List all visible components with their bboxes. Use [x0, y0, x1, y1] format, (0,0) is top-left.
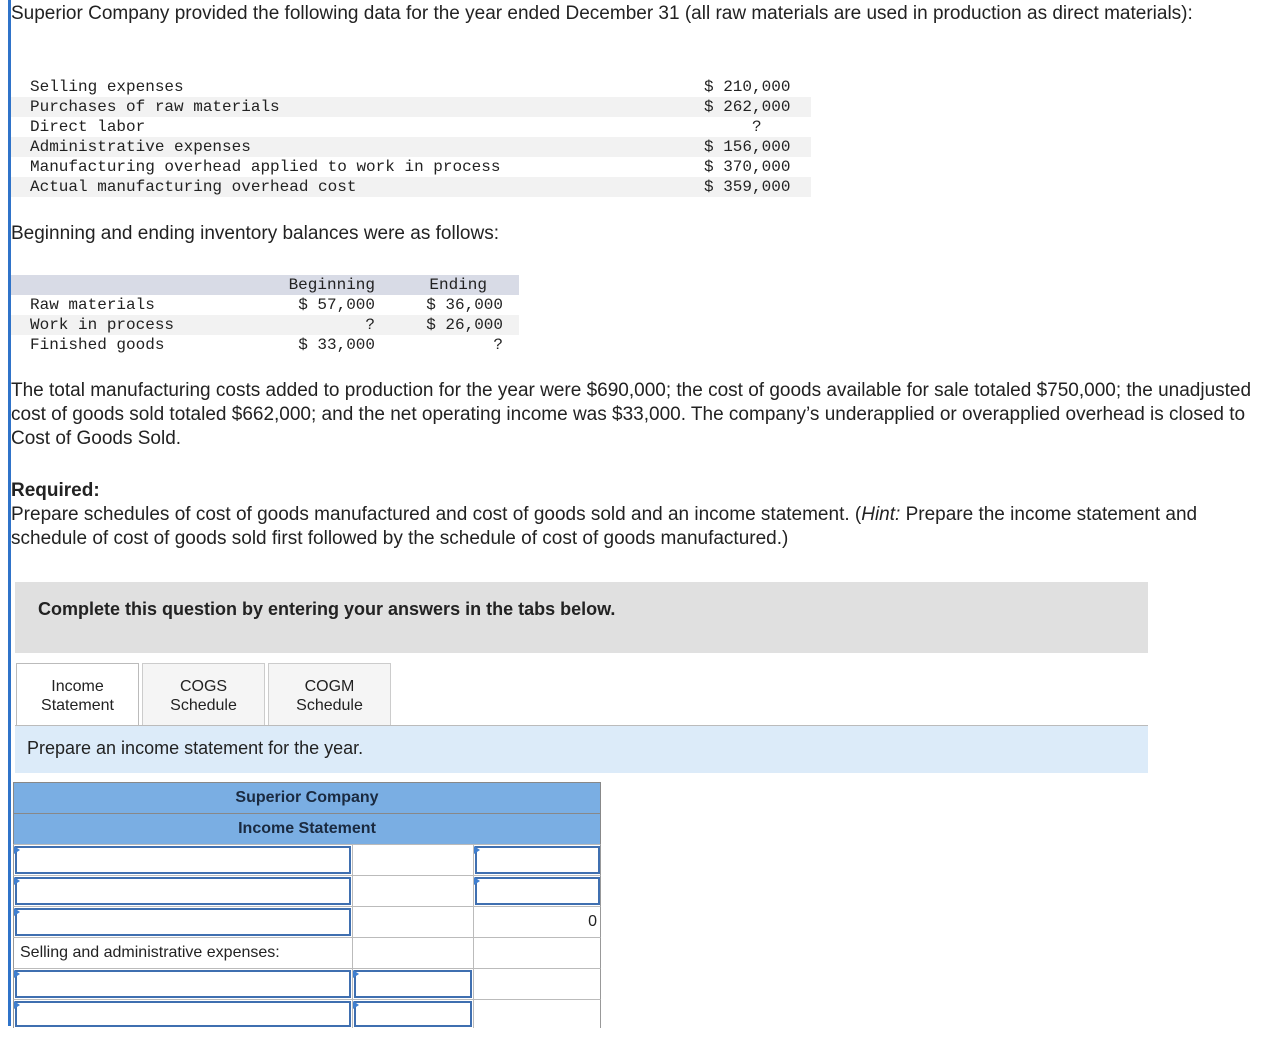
- tab-line: Schedule: [296, 697, 363, 714]
- ending-value: ?: [493, 336, 503, 354]
- amount-cell: [473, 938, 601, 968]
- statement-title: Income Statement: [13, 813, 601, 844]
- cost-data-table: [11, 77, 811, 197]
- sga-label: Selling and administrative expenses:: [20, 944, 280, 961]
- amount-input[interactable]: [354, 970, 472, 998]
- amount-cell: [352, 938, 473, 968]
- tab-line: Schedule: [170, 697, 237, 714]
- label-cell: [14, 845, 352, 875]
- cost-value: $ 370,000: [704, 158, 791, 176]
- amount-cell: [473, 845, 601, 875]
- label-cell: [14, 907, 352, 937]
- amount-cell: [473, 969, 601, 999]
- cost-value: $ 262,000: [704, 98, 791, 116]
- dropdown-marker-icon: [14, 970, 20, 978]
- cost-value: $ 359,000: [704, 178, 791, 196]
- label-input[interactable]: [15, 908, 351, 936]
- dropdown-marker-icon: [14, 846, 20, 854]
- amount-cell: [352, 969, 473, 999]
- problem-intro: Superior Company provided the following data for the year ended December 31 (all raw materials are used in production as direct materials):: [11, 3, 1193, 24]
- cost-row: [11, 117, 811, 137]
- beginning-value: ?: [365, 316, 375, 334]
- instruction-text: Prepare an income statement for the year.: [27, 738, 364, 758]
- total-value: 0: [588, 913, 597, 930]
- cost-label: Actual manufacturing overhead cost: [30, 178, 357, 196]
- tab-line: COGM: [304, 678, 355, 695]
- inventory-row: [11, 335, 519, 355]
- label-cell: [14, 938, 352, 968]
- cost-label: Purchases of raw materials: [30, 98, 280, 116]
- tab-income-statement[interactable]: [16, 663, 139, 725]
- cost-row: [11, 97, 811, 117]
- table-row: [13, 937, 601, 968]
- table-row: [13, 875, 601, 906]
- cost-row: [11, 177, 811, 197]
- total-cell: [473, 907, 601, 937]
- cost-label: Direct labor: [30, 118, 146, 136]
- table-row: [13, 906, 601, 937]
- dropdown-marker-icon: [14, 1001, 20, 1009]
- cost-row: [11, 77, 811, 97]
- amount-input[interactable]: [475, 877, 600, 905]
- label-cell: [14, 969, 352, 999]
- dropdown-marker-icon: [14, 877, 20, 885]
- required-text-b: Prepare the income statement and schedule of cost of goods sold first followed by the schedule of cost of goods manufactured.): [11, 504, 1198, 549]
- required-text: [11, 503, 1221, 551]
- cost-row: [11, 157, 811, 177]
- tab-line: COGS: [179, 678, 228, 695]
- instruction-banner: [15, 582, 1148, 653]
- dropdown-marker-icon: [474, 846, 480, 854]
- cost-value: $ 156,000: [704, 138, 791, 156]
- beginning-value: $ 57,000: [298, 296, 375, 314]
- dropdown-marker-icon: [353, 970, 359, 978]
- cost-row: [11, 137, 811, 157]
- tab-line: Statement: [41, 697, 114, 714]
- summary-paragraph: The total manufacturing costs added to production for the year were $690,000; the cost of goods available for sale totaled $750,000; the unadjusted cost of goods sold totaled $662,000; and the net operating income was $33,000. The company’s underapplied or overapplied overhead is closed to Cost of Goods Sold.: [11, 380, 1252, 449]
- tab-cogm-schedule[interactable]: [268, 663, 391, 725]
- required-text-a: Prepare schedules of cost of goods manufactured and cost of goods sold and an income statement. (: [11, 504, 862, 525]
- table-row: [13, 968, 601, 999]
- cost-value: ?: [704, 118, 762, 136]
- label-input[interactable]: [15, 846, 351, 874]
- hint-label: Hint:: [861, 504, 901, 525]
- inventory-label: Work in process: [30, 316, 175, 334]
- inventory-label: Finished goods: [30, 336, 165, 354]
- amount-cell: [352, 845, 473, 875]
- amount-cell: [352, 1000, 473, 1028]
- company-name: Superior Company: [13, 782, 601, 813]
- label-input[interactable]: [15, 970, 351, 998]
- cost-label: Manufacturing overhead applied to work in process: [30, 158, 501, 176]
- inventory-table: [11, 275, 519, 355]
- inventory-intro: Beginning and ending inventory balances were as follows:: [11, 223, 499, 244]
- amount-input[interactable]: [354, 1001, 472, 1027]
- cost-label: Administrative expenses: [30, 138, 251, 156]
- amount-cell: [352, 876, 473, 906]
- amount-cell: [473, 876, 601, 906]
- inventory-label: Raw materials: [30, 296, 155, 314]
- beginning-value: $ 33,000: [298, 336, 375, 354]
- table-row: [13, 844, 601, 875]
- ending-header: Ending: [429, 276, 487, 294]
- table-row: [13, 999, 601, 1028]
- inventory-row: [11, 315, 519, 335]
- amount-cell: [473, 1000, 601, 1028]
- label-input[interactable]: [15, 877, 351, 905]
- inventory-header-row: [11, 275, 519, 295]
- tab-cogs-schedule[interactable]: [142, 663, 265, 725]
- dropdown-marker-icon: [353, 1001, 359, 1009]
- ending-value: $ 26,000: [426, 316, 503, 334]
- label-cell: [14, 1000, 352, 1028]
- tab-line: Income: [51, 678, 104, 695]
- inventory-row: [11, 295, 519, 315]
- cost-label: Selling expenses: [30, 78, 184, 96]
- dropdown-marker-icon: [474, 877, 480, 885]
- beginning-header: Beginning: [288, 276, 375, 294]
- dropdown-marker-icon: [14, 908, 20, 916]
- label-input[interactable]: [15, 1001, 351, 1027]
- banner-text: Complete this question by entering your answers in the tabs below.: [38, 599, 616, 619]
- amount-input[interactable]: [475, 846, 600, 874]
- amount-cell: [352, 907, 473, 937]
- required-label: Required:: [11, 480, 100, 501]
- label-cell: [14, 876, 352, 906]
- tab-instruction: [15, 726, 1148, 773]
- income-statement-grid: [13, 782, 601, 1028]
- cost-value: $ 210,000: [704, 78, 791, 96]
- ending-value: $ 36,000: [426, 296, 503, 314]
